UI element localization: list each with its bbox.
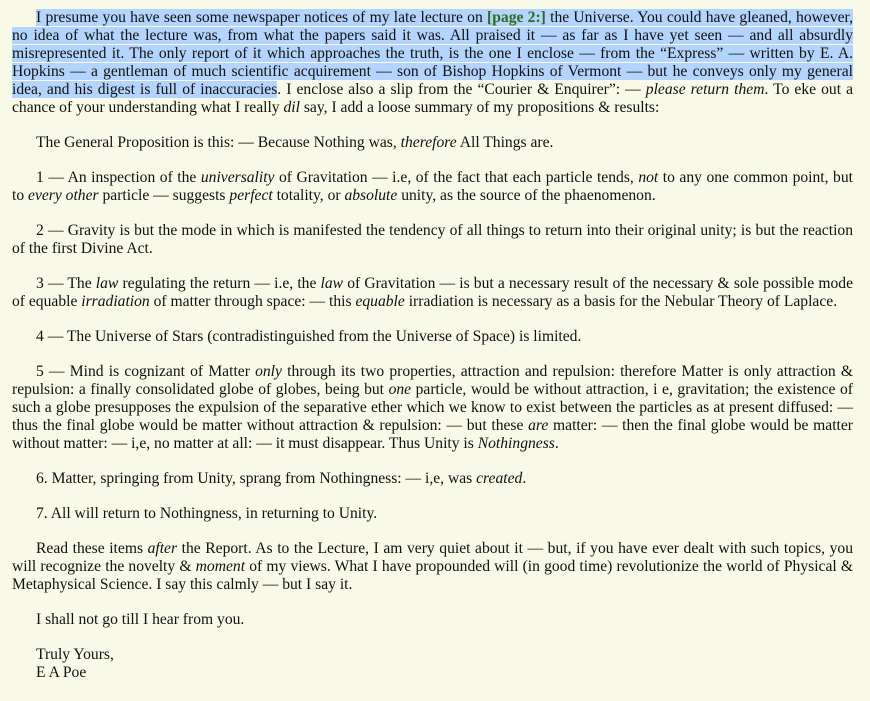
text-run: . To eke out a chance of your understanding what I really [12, 81, 854, 116]
emphasis-text: moment [195, 558, 246, 575]
text-run: The General Proposition is this: — Because Nothing was, [36, 134, 401, 151]
closing: Truly Yours, [36, 646, 114, 663]
paragraph [12, 169, 853, 205]
emphasis-text: after [147, 540, 178, 557]
paragraph [12, 9, 853, 117]
emphasis-text: only [255, 363, 282, 380]
emphasis-text: every other [28, 187, 99, 204]
text-run: Read these items [36, 540, 148, 557]
paragraph [12, 540, 853, 594]
emphasis-text: equable [355, 293, 405, 310]
text-run: . I enclose also a slip from the “Courier & Enquirer”: — [277, 81, 646, 98]
paragraph [12, 363, 853, 453]
text-run: 2 — Gravity is but the mode in which is manifested the tendency of all things to return into their original unity; is but the reaction of the first Divine Act. [12, 222, 853, 257]
text-run: . [554, 435, 559, 452]
text-run: 5 — Mind is cognizant of Matter [36, 363, 256, 380]
paragraph [12, 275, 853, 311]
paragraph [12, 611, 853, 629]
text-run: 6. Matter, springing from Unity, sprang from Nothingness: — i,e, was [36, 470, 477, 487]
text-run: I presume you have seen some newspaper notices of my late lecture on [36, 9, 488, 26]
paragraph [12, 222, 853, 258]
text-run: through its two properties, attraction and repulsion: therefore Matter is only attraction & repulsion: a finally consolidated globe of globes, being but [12, 363, 853, 398]
text-run: 1 — An inspection of the [36, 169, 201, 186]
text-run: I shall not go till I hear from you. [36, 611, 245, 628]
text-run: the Universe. You could have gleaned, however, no idea of what the lecture was, from what the papers said it was. All praised it — as far as I have yet seen — and all absurdly misrepresented it. The only report of it which approaches the truth, is the one I enclose — from the “Express” — written by E. A. Hopkins — a gentleman of much scientific acquirement — son of Bishop Hopkins of Vermont — but he conveys only my general idea, and his digest is full of inaccuracies [12, 9, 854, 98]
text-run: the Report. As to the Lecture, I am very quiet about it — but, if you have ever dealt with such topics, you will recognize the novelty & [12, 540, 854, 575]
text-run: particle — suggests [98, 187, 230, 204]
text-run: regulating the return — i.e, the [118, 275, 321, 292]
text-run: say, I add a loose summary of my propositions & results: [299, 99, 660, 116]
emphasis-text: please return them [645, 81, 765, 98]
emphasis-text: irradiation [81, 293, 150, 310]
text-run: of Gravitation — is but a necessary result of the necessary & sole possible mode of equable [12, 275, 853, 310]
page-reference-link[interactable]: [page 2:] [487, 9, 546, 26]
emphasis-text: therefore [400, 134, 457, 151]
signature: E A Poe [36, 664, 87, 681]
text-run: of Gravitation — i.e, of the fact that each particle tends, [274, 169, 639, 186]
letter-body [12, 9, 853, 682]
text-run: particle, would be without attraction, i e, gravitation; the existence of such a globe presupposes the expulsion of the separative ether which we know to exist between the particles as at present diffused: — thus the final globe would be matter without attraction & repulsion: — but these [12, 381, 853, 434]
emphasis-text: perfect [229, 187, 273, 204]
text-run: 4 — The Universe of Stars (contradistinguished from the Universe of Space) is limited. [36, 328, 582, 345]
emphasis-text: are [528, 417, 549, 434]
paragraph [12, 470, 853, 488]
text-run: unity, as the source of the phaenomenon. [397, 187, 656, 204]
paragraph [12, 505, 853, 523]
emphasis-text: not [638, 169, 659, 186]
text-run: totality, or [272, 187, 345, 204]
emphasis-text: law [95, 275, 119, 292]
emphasis-text: universality [200, 169, 275, 186]
signature-block [12, 646, 853, 682]
text-run: matter: — then the final globe would be matter without matter: — i,e, no matter at all: — it must disappear. Thus Unity is [12, 417, 853, 452]
text-run: to any one common point, but to [12, 169, 853, 204]
text-run: 3 — The [36, 275, 96, 292]
emphasis-text: created [476, 470, 523, 487]
text-run: of matter through space: — this [149, 293, 356, 310]
text-run: All Things are. [456, 134, 554, 151]
emphasis-text: Nothingness [477, 435, 555, 452]
text-run: irradiation is necessary as a basis for the Nebular Theory of Laplace. [404, 293, 838, 310]
emphasis-text: one [388, 381, 412, 398]
text-run: . [522, 470, 527, 487]
text-run: 7. All will return to Nothingness, in returning to Unity. [36, 505, 378, 522]
paragraph [12, 134, 853, 152]
emphasis-text: absolute [344, 187, 398, 204]
text-run: of my views. What I have propounded will (in good time) revolutionize the world of Physical & Metaphysical Science. I say this calmly — but I say it. [12, 558, 853, 593]
emphasis-text: law [320, 275, 344, 292]
paragraph [12, 328, 853, 346]
letter-paragraphs [12, 9, 853, 629]
emphasis-text: dil [283, 99, 300, 116]
